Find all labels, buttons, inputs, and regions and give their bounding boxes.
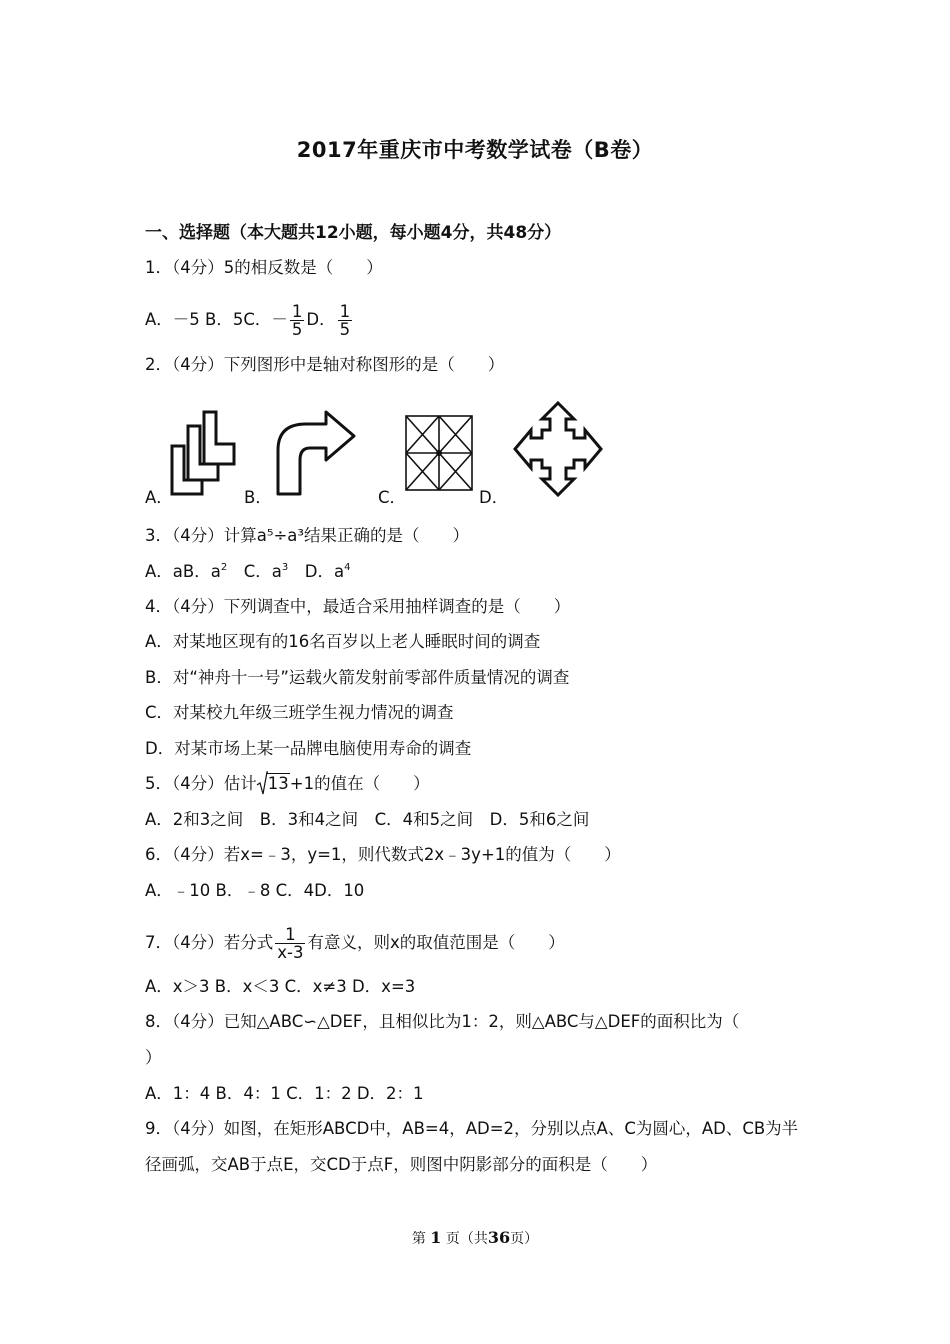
q3-option-ab: A．aB．a bbox=[145, 562, 221, 581]
q3-exp-b: 2 bbox=[220, 562, 228, 573]
q7-stem-post: 有意义，则x的取值范围是（ ） bbox=[307, 933, 565, 952]
q3-option-c: C．a bbox=[227, 562, 282, 581]
frac-numerator: 1 bbox=[275, 926, 305, 944]
question-6-stem: 6．（4分）若x=﹣3，y=1，则代数式2x﹣3y+1的值为（ ） bbox=[145, 845, 621, 864]
figure-a-label: A． bbox=[145, 488, 173, 507]
question-4-option-a: A．对某地区现有的16名百岁以上老人睡眠时间的调查 bbox=[145, 632, 541, 651]
question-9-stem: 9．（4分）如图，在矩形ABCD中，AB=4，AD=2，分别以点A、C为圆心，AD、CB为半 bbox=[145, 1119, 799, 1138]
q3-exp-d: 4 bbox=[344, 562, 351, 573]
question-2-stem: 2．（4分）下列图形中是轴对称图形的是（ ） bbox=[145, 355, 505, 374]
q5-stem-post: +1的值在（ ） bbox=[289, 774, 430, 793]
radicand: 13 bbox=[267, 774, 289, 793]
figure-b-curved-arrow bbox=[270, 408, 360, 498]
q1-options-text: A．－5 B．5C．－ bbox=[145, 310, 288, 329]
question-3-options bbox=[145, 561, 350, 583]
sqrt-expression bbox=[257, 773, 290, 795]
footer-post: 页） bbox=[510, 1231, 539, 1247]
figure-c-label: C． bbox=[378, 488, 407, 507]
footer-pre: 第 bbox=[411, 1231, 426, 1247]
q1-option-d: D． bbox=[306, 310, 336, 329]
question-4-stem: 4．（4分）下列调查中，最适合采用抽样调查的是（ ） bbox=[145, 597, 571, 616]
question-3-stem: 3．（4分）计算a⁵÷a³结果正确的是（ ） bbox=[145, 526, 470, 545]
figure-c-pinwheel bbox=[402, 412, 476, 494]
question-8-options: A．1：4 B．4：1 C．1：2 D．2：1 bbox=[145, 1084, 424, 1103]
q5-stem-pre: 5．（4分）估计 bbox=[145, 774, 257, 793]
frac-denominator: 5 bbox=[291, 320, 303, 339]
q1-fraction-c bbox=[290, 303, 305, 338]
footer-mid: 页（共 bbox=[445, 1231, 488, 1247]
section-heading: 一、选择题（本大题共12小题，每小题4分，共48分） bbox=[145, 223, 562, 243]
question-8-stem: 8．（4分）已知△ABC∽△DEF，且相似比为1：2，则△ABC与△DEF的面积比为（ bbox=[145, 1012, 740, 1031]
question-4-option-d: D．对某市场上某一品牌电脑使用寿命的调查 bbox=[145, 739, 472, 758]
footer-total-pages: 36 bbox=[487, 1228, 511, 1247]
figure-a-l-shapes bbox=[166, 408, 238, 496]
frac-denominator: x-3 bbox=[277, 943, 304, 962]
figure-d-label: D． bbox=[479, 488, 509, 507]
question-5-options: A．2和3之间 B．3和4之间 C．4和5之间 D．5和6之间 bbox=[145, 810, 590, 829]
question-4-option-b: B．对“神舟十一号”运载火箭发射前零部件质量情况的调查 bbox=[145, 668, 570, 687]
footer-page-number: 1 bbox=[430, 1228, 442, 1247]
figure-d-four-way-arrow bbox=[512, 400, 604, 498]
question-1-stem: 1．（4分）5的相反数是（ ） bbox=[145, 258, 383, 277]
frac-numerator: 1 bbox=[339, 302, 351, 321]
radical-sign-icon bbox=[256, 770, 268, 796]
q7-stem-pre: 7．（4分）若分式 bbox=[145, 933, 274, 952]
q3-exp-c: 3 bbox=[281, 562, 289, 573]
question-1-options bbox=[145, 303, 354, 338]
question-6-options: A．﹣10 B．﹣8 C．4D．10 bbox=[145, 881, 365, 900]
center-dot bbox=[436, 450, 442, 456]
question-8-stem-cont: ） bbox=[145, 1048, 162, 1067]
frac-denominator: 5 bbox=[339, 320, 351, 339]
page-footer bbox=[0, 1228, 950, 1248]
q1-fraction-d bbox=[338, 303, 353, 338]
question-5-stem bbox=[145, 773, 430, 795]
question-7-options: A．x＞3 B．x＜3 C．x≠3 D．x=3 bbox=[145, 977, 416, 996]
question-4-option-c: C．对某校九年级三班学生视力情况的调查 bbox=[145, 703, 454, 722]
page-title: 2017年重庆市中考数学试卷（B卷） bbox=[296, 138, 654, 162]
question-7-stem bbox=[145, 926, 565, 961]
q3-option-d: D．a bbox=[288, 562, 345, 581]
q7-fraction bbox=[275, 926, 305, 961]
figure-b-label: B． bbox=[244, 488, 272, 507]
question-9-stem-cont: 径画弧，交AB于点E，交CD于点F，则图中阴影部分的面积是（ ） bbox=[145, 1155, 658, 1174]
frac-numerator: 1 bbox=[291, 302, 303, 321]
